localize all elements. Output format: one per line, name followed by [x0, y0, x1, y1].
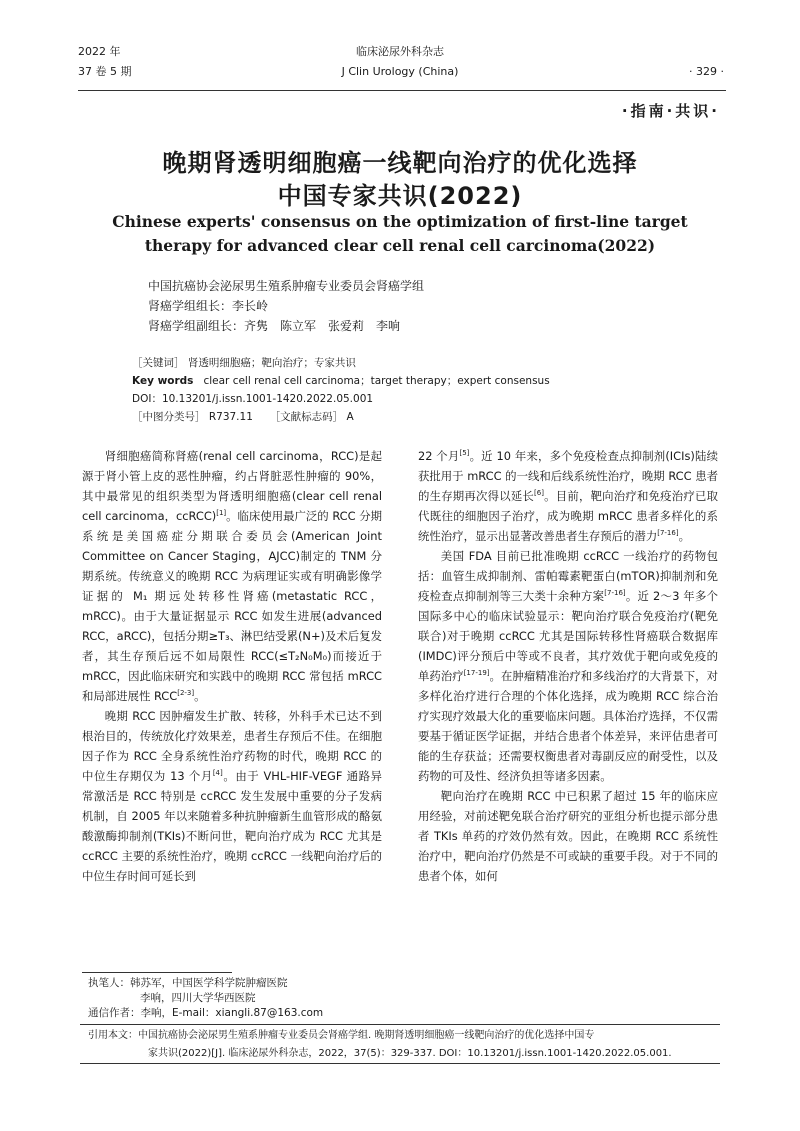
class-value: R737.11 [208, 411, 253, 423]
footnote-corresponding: 通信作者：李响，E-mail：xiangli.87@163.com [88, 1007, 324, 1019]
keywords-zh [132, 355, 356, 371]
citation-line1: 引用本文：中国抗癌协会泌尿男生殖系肿瘤专业委员会肾癌学组. 晚期肾透明细胞癌一线靶向治疗的优化选择中国专 [88, 1030, 595, 1041]
header-rule [78, 90, 726, 91]
footnote-rule [82, 972, 232, 973]
left-paragraph-2: 晚期 RCC 因肿瘤发生扩散、转移，外科手术已达不到根治目的，传统放化疗效果差，患者生存预后不佳。在细胞因子作为 RCC 全身系统性治疗药物的时代，晚期 RCC 的中位生存期仅为 13 个月[4]。由于 VHL-HIF-VEGF 通路异常激活是 RCC 特别是 ccRCC 发生发展中重要的分子发病机制，自 2005 年以来随着多种抗肿瘤新生血管形成的酪氨酸激酶抑制剂(TKIs)不断问世，靶向治疗成为 RCC 尤其是 ccRCC 主要的系统性治疗，晚期 ccRCC 一线靶向治疗后的中位生存时间可延长到 [82, 709, 382, 883]
doi: DOI：10.13201/j.issn.1001-1420.2022.05.001 [132, 393, 374, 405]
right-paragraph-2: 美国 FDA 目前已批准晚期 ccRCC 一线治疗的药物包括：血管生成抑制剂、雷帕霉素靶蛋白(mTOR)抑制剂和免疫检查点抑制剂等三大类十余种方案[7-16]。近 2～3 年多个国际多中心的临床试验显示：靶向治疗联合免疫治疗(靶免联合)对于晚期 ccRCC 尤其是国际转移性肾癌联合数据库(IMDC)评分预后中等或不良者，其疗效优于靶向或免疫的单药治疗[17-19]。在肿瘤精准治疗和多线治疗的大背景下，对多样化治疗进行合理的个体化选择，成为晚期 RCC 综合治疗实现疗效最大化的重要临床问题。具体治疗选择，不仅需要基于循证医学证据，并结合患者个体差异，来评估患者可能的生存获益；还需要权衡患者对毒副反应的耐受性，以及药物的可及性、经济负担等诸多因素。 [418, 549, 718, 783]
author-org: 中国抗癌协会泌尿男生殖系肿瘤专业委员会肾癌学组 [148, 279, 425, 293]
class-label: ［中图分类号］ [132, 411, 206, 423]
keywords-en-label: Key words [132, 375, 194, 387]
keywords-en-text: clear cell renal cell carcinoma；target therapy；expert consensus [203, 375, 550, 387]
code-label: ［文献标志码］ [269, 411, 344, 423]
keywords-zh-text: 肾透明细胞癌；靶向治疗；专家共识 [187, 357, 356, 369]
title-en-line1: Chinese experts' consensus on the optimization of first-line target [112, 212, 688, 231]
code-value: A [346, 411, 354, 423]
header-journal-zh: 临床泌尿外科杂志 [356, 45, 444, 58]
keywords-en [132, 373, 550, 389]
citation-box [80, 1024, 720, 1064]
citation-line2: 家共识(2022)[J]. 临床泌尿外科杂志，2022，37(5)：329-337. DOI：10.13201/j.issn.1001-1420.2022.05.001. [148, 1048, 672, 1059]
left-column [82, 446, 382, 886]
title-zh-line2: 中国专家共识(2022) [277, 182, 523, 210]
footnote-writer2: 李响，四川大学华西医院 [140, 992, 256, 1004]
right-paragraph-1: 22 个月[5]。近 10 年来，多个免疫检查点抑制剂(ICIs)陆续获批用于 mRCC 的一线和后线系统性治疗，晚期 RCC 患者的生存期再次得以延长[6]。目前，靶向治疗和免疫治疗已取代既往的细胞因子治疗，成为晚期 mRCC 患者多样化的系统性治疗，显示出显著改善患者生存预后的潜力[7-16]。 [418, 449, 718, 543]
section-label: ·指南·共识· [621, 102, 720, 120]
right-column [418, 446, 718, 886]
keywords-zh-label: ［关键词］ [132, 357, 185, 369]
classification [132, 409, 354, 425]
author-leader: 肾癌学组组长：李长岭 [148, 299, 269, 313]
header-year: 2022 年 [78, 45, 121, 58]
title-zh-line1: 晚期肾透明细胞癌一线靶向治疗的优化选择 [162, 149, 638, 177]
footnote-writer1: 执笔人：韩苏军，中国医学科学院肿瘤医院 [88, 977, 288, 989]
header-volume: 37 卷 5 期 [78, 65, 132, 78]
right-paragraph-3: 靶向治疗在晚期 RCC 中已积累了超过 15 年的临床应用经验，对前述靶免联合治疗研究的亚组分析也提示部分患者 TKIs 单药的疗效仍然有效。因此，在晚期 RCC 系统性治疗中，靶向治疗仍然是不可或缺的重要手段。对于不同的患者个体，如何 [418, 789, 718, 883]
header-journal-en: J Clin Urology (China) [341, 65, 459, 78]
title-en-line2: therapy for advanced clear cell renal cell carcinoma(2022) [144, 236, 656, 255]
left-paragraph-1: 肾细胞癌简称肾癌(renal cell carcinoma，RCC)是起源于肾小管上皮的恶性肿瘤，约占肾脏恶性肿瘤的 90%，其中最常见的组织类型为肾透明细胞癌(clear cell renal cell carcinoma，ccRCC)[1]。临床使用最广泛的 RCC 分期系统是美国癌症分期联合委员会(American Joint Committee on Cancer Staging，AJCC)制定的 TNM 分期系统。传统意义的晚期 RCC 为病理证实或有明确影像学证据的 M₁ 期远处转移性肾癌(metastatic RCC，mRCC)。由于大量证据显示 RCC 如发生进展(advanced RCC，aRCC)，包括分期≥T₃、淋巴结受累(N+)及术后复发者，其生存预后远不如局限性 RCC(≤T₂N₀M₀)而接近于 mRCC，因此临床研究和实践中的晚期 RCC 常包括 mRCC 和局部进展性 RCC[2-3]。 [82, 449, 382, 703]
footnote [88, 976, 323, 1021]
author-vice: 肾癌学组副组长：齐隽 陈立军 张爱莉 李响 [148, 319, 401, 333]
header-page-number: · 329 · [689, 65, 724, 78]
